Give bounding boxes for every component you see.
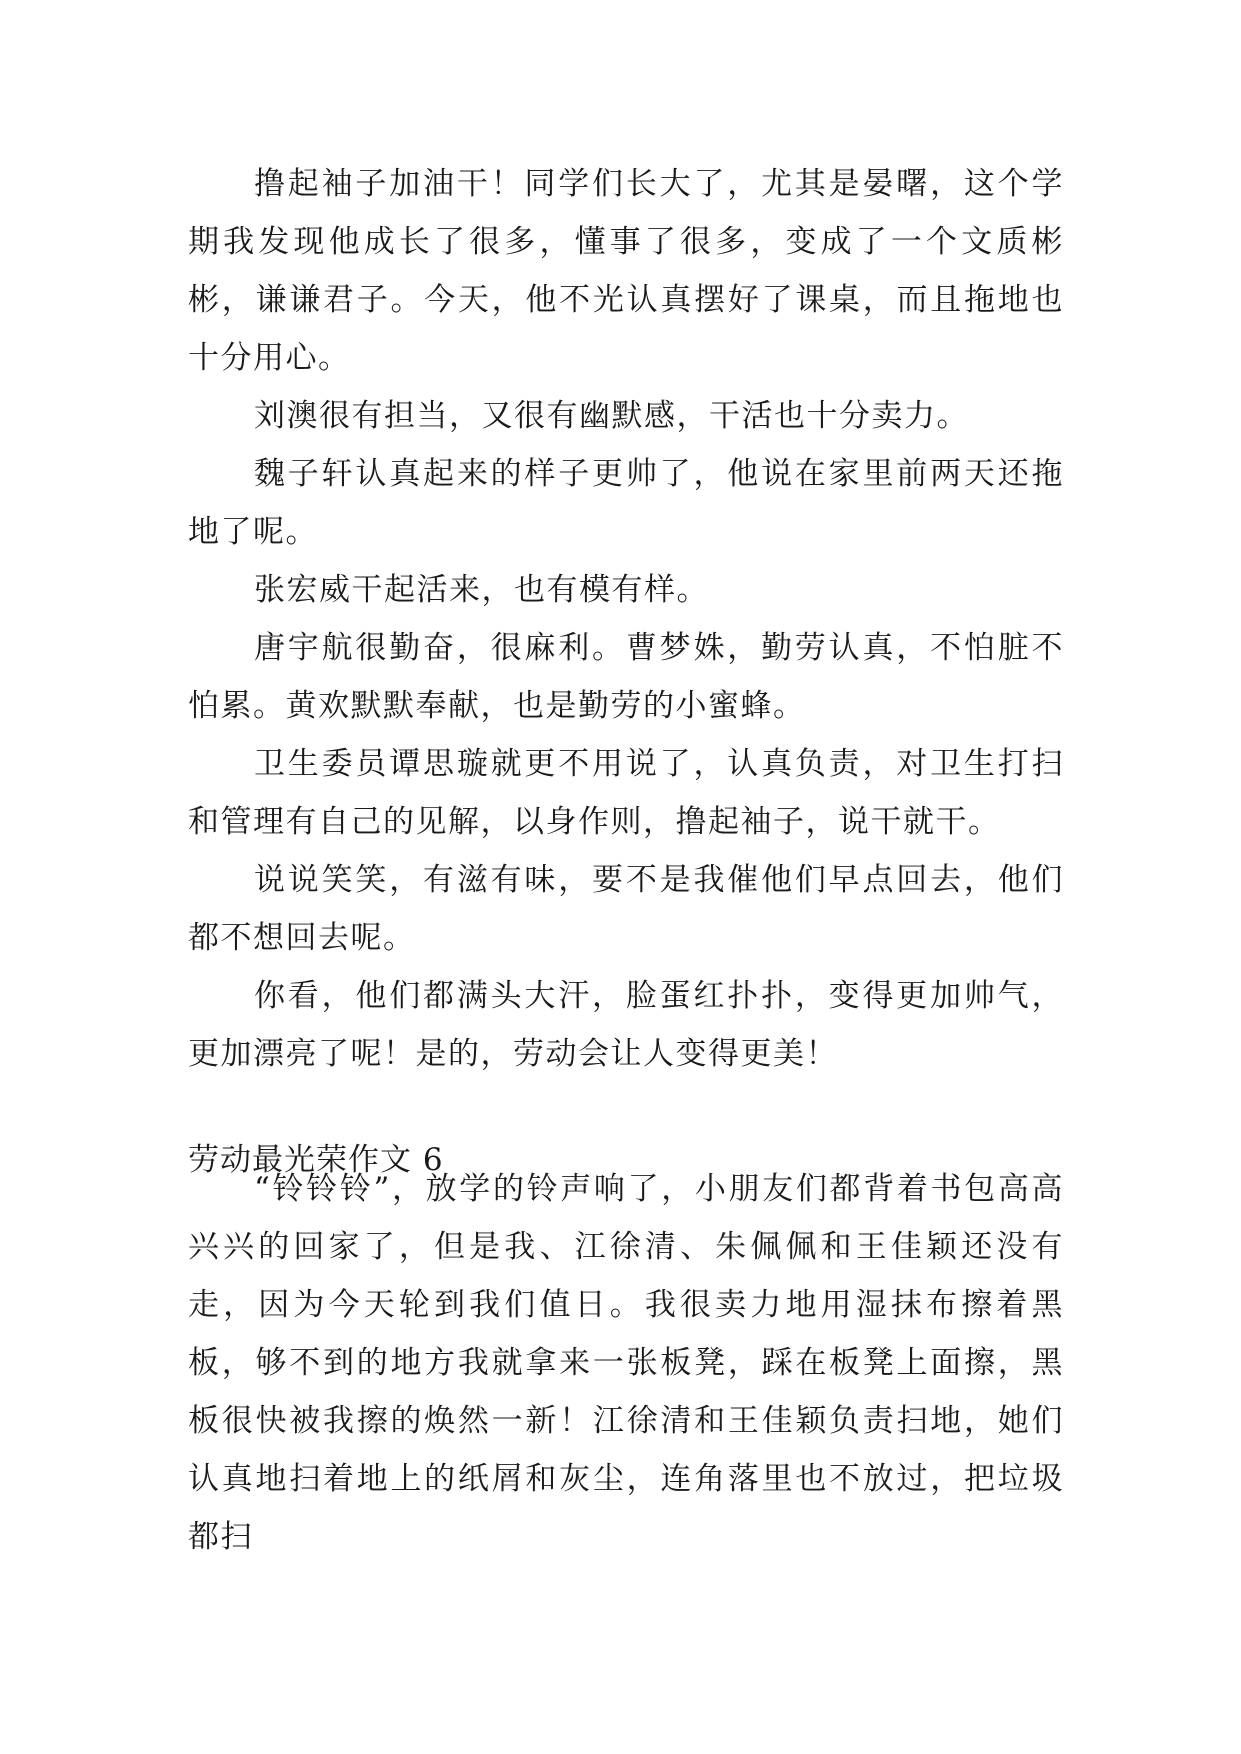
paragraph: “铃铃铃”，放学的铃声响了，小朋友们都背着书包高高兴兴的回家了，但是我、江徐清、朱佩佩和王佳颖还没有走，因为今天轮到我们值日。我很卖力地用湿抹布擦着黑板，够不到的地方我就拿来一张板凳，踩在板凳上面擦，黑板很快被我擦的焕然一新！江徐清和王佳颖负责扫地，她们认真地扫着地上的纸屑和灰尘，连角落里也不放过，把垃圾都扫 (188, 1171, 1064, 1555)
paragraph: 撸起袖子加油干！同学们长大了，尤其是晏曙，这个学期我发现他成长了很多，懂事了很多，变成了一个文质彬彬，谦谦君子。今天，他不光认真摆好了课桌，而且拖地也十分用心。 (188, 166, 1064, 376)
paragraph: 卫生委员谭思璇就更不用说了，认真负责，对卫生打扫和管理有自己的见解，以身作则，撸起袖子，说干就干。 (188, 746, 1064, 840)
essay-section-1 (188, 155, 1064, 1083)
essay-title: 劳动最光荣作文 6 (188, 1142, 444, 1178)
paragraph: 刘澳很有担当，又很有幽默感，干活也十分卖力。 (254, 398, 969, 434)
paragraph: 说说笑笑，有滋有味，要不是我催他们早点回去，他们都不想回去呢。 (188, 862, 1064, 956)
paragraph: 唐宇航很勤奋，很麻利。曹梦姝，勤劳认真，不怕脏不怕累。黄欢默默奉献，也是勤劳的小蜜蜂。 (188, 630, 1064, 724)
paragraph: 魏子轩认真起来的样子更帅了，他说在家里前两天还拖地了呢。 (188, 456, 1064, 550)
paragraph: 你看，他们都满头大汗，脸蛋红扑扑，变得更加帅气，更加漂亮了呢！是的，劳动会让人变得更美！ (188, 978, 1064, 1072)
paragraph: 张宏威干起活来，也有模有样。 (254, 572, 709, 608)
essay-section-2 (188, 1160, 1064, 1566)
